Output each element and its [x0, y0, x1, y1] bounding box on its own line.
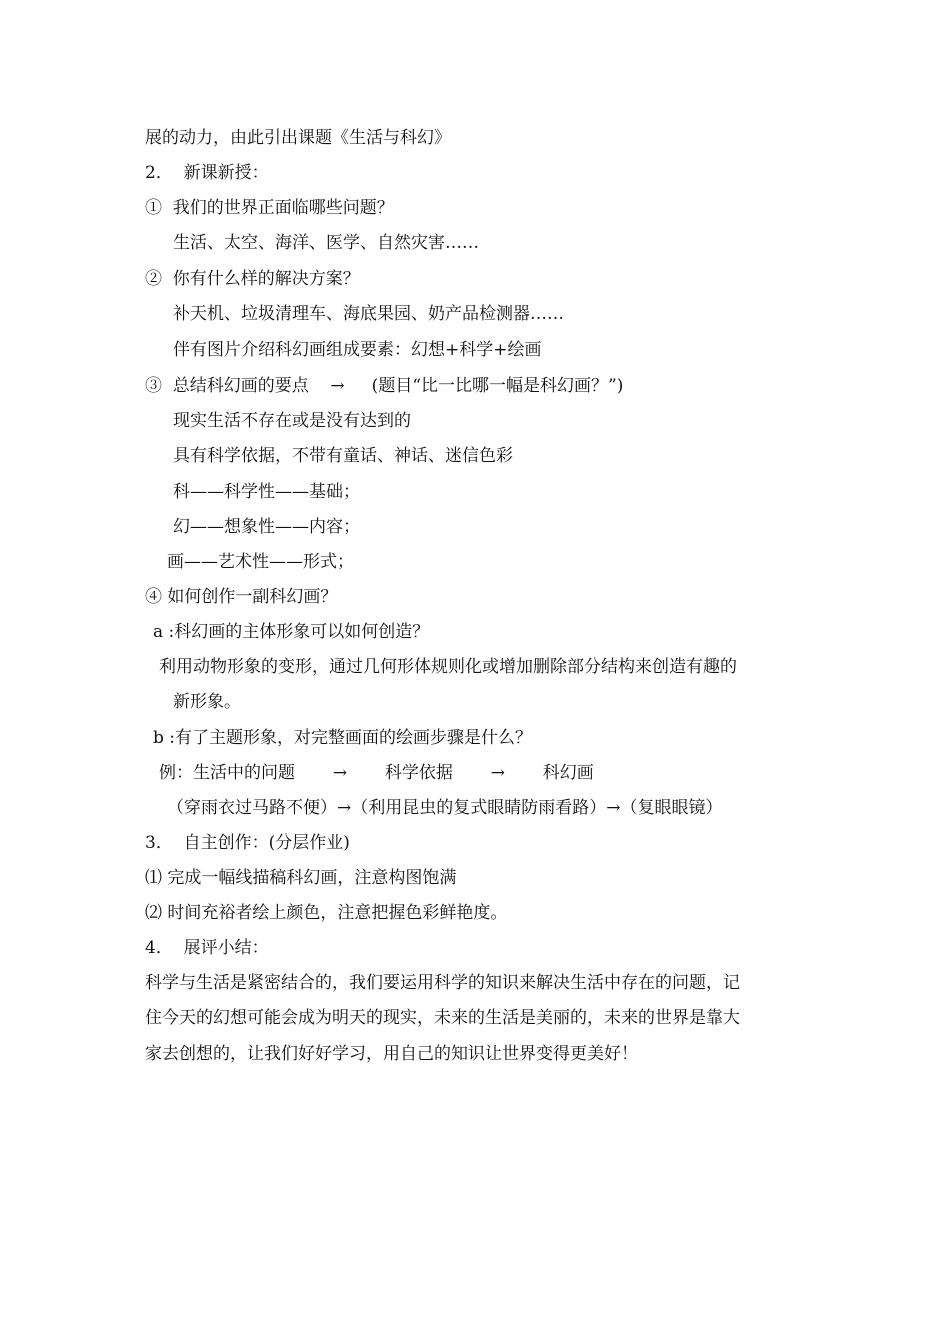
answer-2-elements: 伴有图片介绍科幻画组成要素：幻想+科学+绘画 — [173, 340, 542, 360]
text-line-intro-continuation: 展的动力，由此引出课题《生活与科幻》 — [145, 128, 451, 148]
question-2: ② 你有什么样的解决方案？ — [145, 269, 360, 289]
summary-line-2: 住今天的幻想可能会成为明天的现实，未来的生活是美丽的，未来的世界是靠大 — [145, 1008, 740, 1028]
answer-a-continuation: 新形象。 — [173, 692, 241, 712]
answer-1: 生活、太空、海洋、医学、自然灾害…… — [173, 233, 479, 253]
section-heading-creation: 3． 自主创作：(分层作业) — [145, 833, 350, 853]
answer-a: 利用动物形象的变形，通过几何形体规则化或增加删除部分结构来创造有趣的 — [159, 657, 737, 677]
answer-2: 补天机、垃圾清理车、海底果园、奶产品检测器…… — [173, 304, 564, 324]
point-science-basis: 具有科学依据，不带有童话、神话、迷信色彩 — [173, 446, 513, 466]
point-painting: 画——艺术性——形式； — [167, 552, 354, 572]
summary-line-1: 科学与生活是紧密结合的，我们要运用科学的知识来解决生活中存在的问题，记 — [145, 973, 740, 993]
example-detail: （穿雨衣过马路不便）→（利用昆虫的复式眼睛防雨看路）→（复眼眼镜） — [167, 798, 723, 818]
question-4: ④ 如何创作一副科幻画？ — [145, 587, 338, 607]
sub-question-b: b :有了主题形象，对完整画面的绘画步骤是什么？ — [153, 728, 533, 748]
section-heading-summary: 4． 展评小结： — [145, 938, 269, 958]
sub-question-a: a :科幻画的主体形象可以如何创造？ — [153, 622, 430, 642]
example-steps: 例：生活中的问题 → 科学依据 → 科幻画 — [159, 763, 594, 783]
point-fantasy: 幻——想象性——内容； — [173, 517, 360, 537]
task-2: ⑵ 时间充裕者绘上颜色，注意把握色彩鲜艳度。 — [145, 903, 508, 923]
point-reality: 现实生活不存在或是没有达到的 — [173, 411, 411, 431]
point-science: 科——科学性——基础； — [173, 482, 360, 502]
task-1: ⑴ 完成一幅线描稿科幻画，注意构图饱满 — [145, 868, 457, 888]
question-3: ③ 总结科幻画的要点 → (题目“比一比哪一幅是科幻画？”) — [145, 376, 624, 396]
section-heading-new-lesson: 2． 新课新授： — [145, 163, 269, 183]
summary-line-3: 家去创想的，让我们好好学习，用自己的知识让世界变得更美好！ — [145, 1044, 638, 1064]
question-1: ① 我们的世界正面临哪些问题？ — [145, 198, 394, 218]
